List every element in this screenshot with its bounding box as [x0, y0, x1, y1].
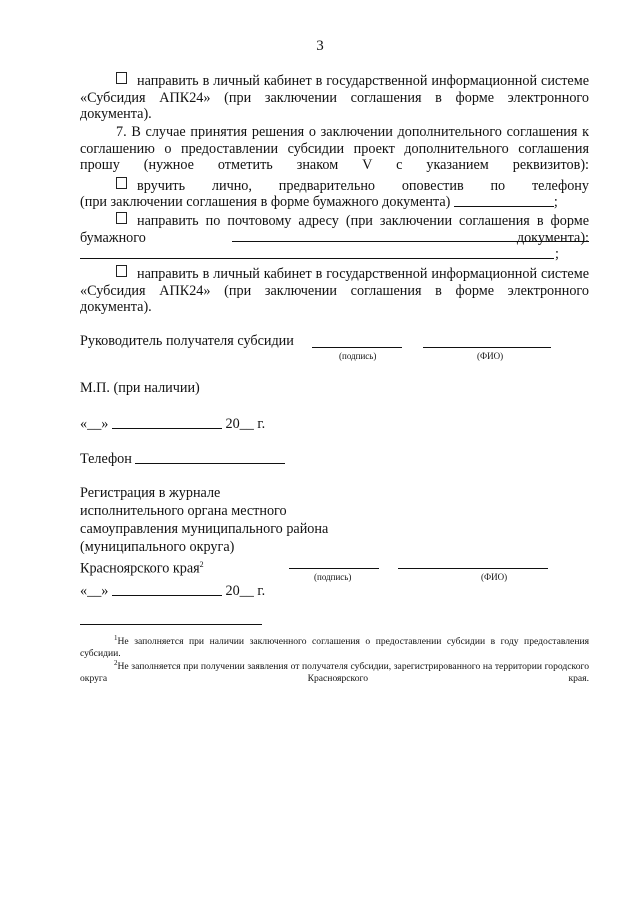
phone-label: Телефон	[80, 451, 132, 467]
registration-signature-caption: (подпись)	[314, 572, 352, 582]
registration-footnote-mark: 2	[199, 560, 204, 569]
item-hand-delivery-line1	[80, 177, 589, 195]
checkbox-hand-delivery[interactable]	[116, 177, 127, 189]
date-2	[80, 583, 265, 600]
date-1-year: 20__ г.	[225, 416, 266, 432]
registration-line-3: самоуправления муниципального района	[80, 521, 329, 537]
date-1	[80, 416, 265, 433]
date-1-month-blank[interactable]	[112, 416, 222, 429]
registration-line-1: Регистрация в журнале	[80, 485, 221, 501]
phone-row	[80, 451, 285, 468]
footnote-1-text: Не заполняется при наличии заключенного соглашения о предоставлении субсидии в году предоставления субсидии.	[80, 636, 589, 660]
signature-blank[interactable]	[312, 335, 402, 348]
footnote-separator	[80, 624, 262, 625]
date-2-month-blank[interactable]	[112, 583, 222, 596]
page-number: 3	[316, 38, 324, 54]
phone-field-blank[interactable]	[135, 451, 285, 464]
footnote-2-text: Не заполняется при получении заявления от получателя субсидии, зарегистрированного на территории городского округа Красноярского края.	[80, 661, 589, 685]
registration-signature-blank[interactable]	[289, 556, 379, 569]
date-1-day: «__»	[80, 416, 109, 432]
fio-caption: (ФИО)	[477, 351, 504, 361]
phone-blank[interactable]	[454, 194, 554, 207]
post-text: направить по почтовому адресу (при заключении соглашения в форме бумажного документа):	[80, 213, 589, 246]
post-address-blank-2[interactable]	[80, 246, 554, 259]
checkbox-cabinet-top[interactable]	[116, 72, 127, 84]
registration-line-4: (муниципального округа)	[80, 539, 235, 555]
checkbox-cabinet[interactable]	[116, 265, 127, 277]
hand-end: ;	[553, 194, 558, 210]
fio-blank[interactable]	[423, 335, 551, 348]
registration-line-2: исполнительного органа местного	[80, 503, 287, 519]
footnote-2	[80, 657, 589, 685]
cabinet-text: направить в личный кабинет в государственной информационной системе «Субсидия АПК24» (при заключении соглашения в форме электронного документа).	[80, 266, 589, 315]
post-address-blank-1[interactable]	[232, 229, 589, 242]
item-cabinet	[80, 265, 589, 316]
footnote-1-mark: 1	[114, 634, 118, 642]
item-7-text: 7. В случае принятия решения о заключении дополнительного соглашения к соглашению о предоставлении субсидии проект дополнительного соглашения прошу (нужное отметить знаком V с указанием реквизитов):	[80, 124, 589, 173]
hand-delivery-note: (при заключении соглашения в форме бумажного документа)	[80, 194, 451, 210]
checkbox-post[interactable]	[116, 212, 127, 224]
item-7	[80, 124, 589, 174]
signature-label: Руководитель получателя субсидии	[80, 333, 294, 349]
footnote-2-mark: 2	[114, 659, 118, 667]
signature-caption: (подпись)	[339, 351, 377, 361]
item-cabinet-top-text: направить в личный кабинет в государственной информационной системе «Субсидия АПК24» (при заключении соглашения в форме электронного документа).	[80, 73, 589, 122]
item-hand-delivery-line2	[80, 194, 589, 211]
date-2-year: 20__ г.	[225, 583, 266, 599]
date-2-day: «__»	[80, 583, 109, 599]
stamp-label: М.П. (при наличии)	[80, 380, 200, 396]
hand-delivery-text: вручить лично, предварительно оповестив по телефону	[137, 178, 589, 194]
post-end: ;	[555, 246, 559, 262]
registration-fio-blank[interactable]	[398, 556, 548, 569]
item-cabinet-top	[80, 72, 589, 123]
registration-line-5-text: Красноярского края	[80, 560, 200, 577]
registration-fio-caption: (ФИО)	[481, 572, 508, 582]
footnote-1	[80, 632, 589, 660]
